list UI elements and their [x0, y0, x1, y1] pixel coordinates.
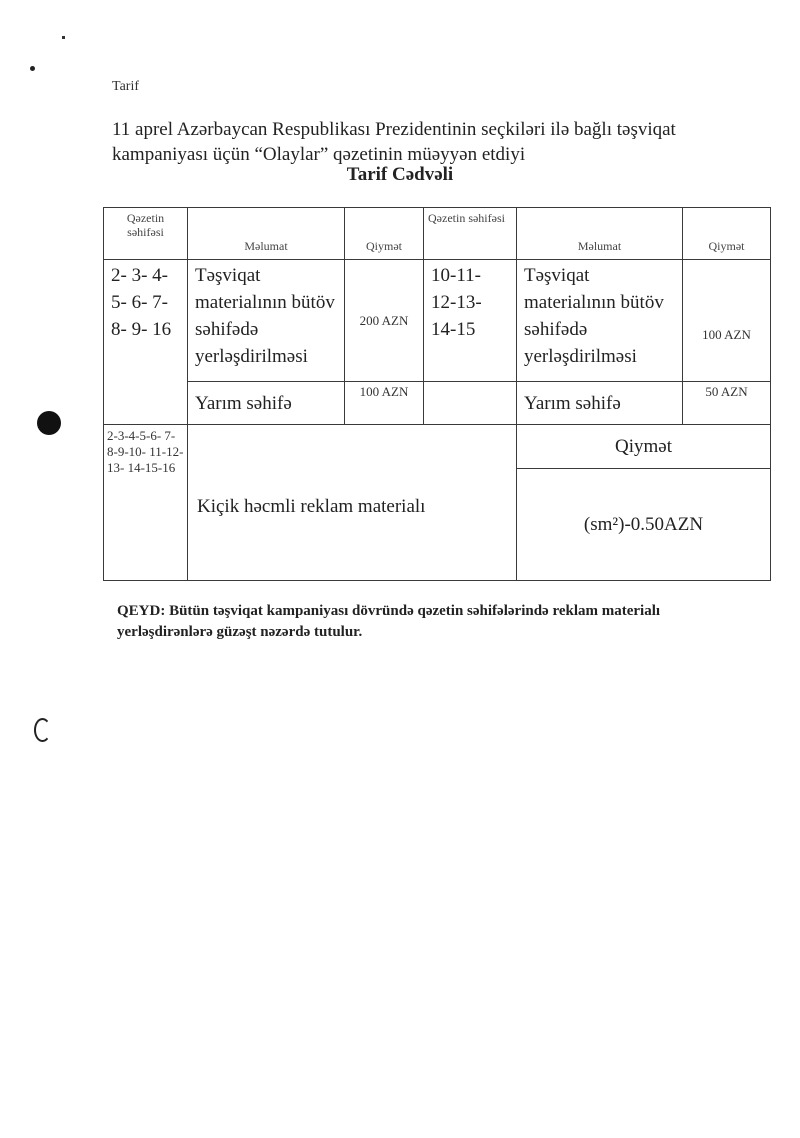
half-page-desc-1: Yarım səhifə — [188, 382, 345, 425]
full-page-price-1: 200 AZN — [345, 260, 424, 382]
half-page-row — [104, 382, 771, 425]
full-page-desc-1: Təşviqat materialının bütöv səhifədə yerləşdirilməsi — [188, 260, 345, 382]
scan-speck — [62, 36, 65, 39]
small-ad-desc: Kiçik həcmli reklam materialı — [188, 425, 517, 581]
small-ad-price-header: Qiymət — [517, 425, 771, 469]
doc-label: Tarif — [112, 79, 140, 94]
full-page-pages-2: 10-11- 12-13- 14-15 — [424, 260, 517, 382]
header-page-1: Qəzetin səhifəsi — [104, 208, 188, 260]
table-title: Tarif Cədvəli — [346, 164, 454, 185]
small-ad-price: (sm²)-0.50AZN — [517, 469, 771, 581]
full-page-pages-1: 2- 3- 4- 5- 6- 7- 8- 9- 16 — [104, 260, 188, 425]
punch-ring-mark — [34, 718, 51, 742]
intro-paragraph: 11 aprel Azərbaycan Respublikası Prezidentinin seçkiləri ilə bağlı təşviqat kampaniyası üçün “Olaylar” qəzetinin müəyyən etdiyi — [112, 119, 676, 165]
small-ad-pages: 2-3-4-5-6- 7-8-9-10- 11-12-13- 14-15-16 — [104, 425, 188, 581]
scan-dot-small — [30, 66, 35, 71]
table-header-row — [104, 208, 771, 260]
small-ad-row-top — [104, 425, 771, 469]
half-page-empty — [424, 382, 517, 425]
tariff-table — [103, 207, 771, 581]
full-page-desc-2: Təşviqat materialının bütöv səhifədə yerləşdirilməsi — [517, 260, 683, 382]
half-page-desc-2: Yarım səhifə — [517, 382, 683, 425]
header-price-2: Qiymət — [683, 208, 771, 260]
footnote: QEYD: Bütün təşviqat kampaniyası dövründə qəzetin səhifələrində reklam materialı yerləşdirənlərə güzəşt nəzərdə tutulur. — [117, 603, 661, 640]
header-page-2: Qəzetin səhifəsi — [424, 208, 517, 260]
header-info-1: Məlumat — [188, 208, 345, 260]
full-page-row — [104, 260, 771, 382]
half-page-price-1: 100 AZN — [345, 382, 424, 425]
full-page-price-2: 100 AZN — [683, 260, 771, 382]
punch-hole-mark — [37, 411, 61, 435]
header-info-2: Məlumat — [517, 208, 683, 260]
half-page-price-2: 50 AZN — [683, 382, 771, 425]
header-price-1: Qiymət — [345, 208, 424, 260]
